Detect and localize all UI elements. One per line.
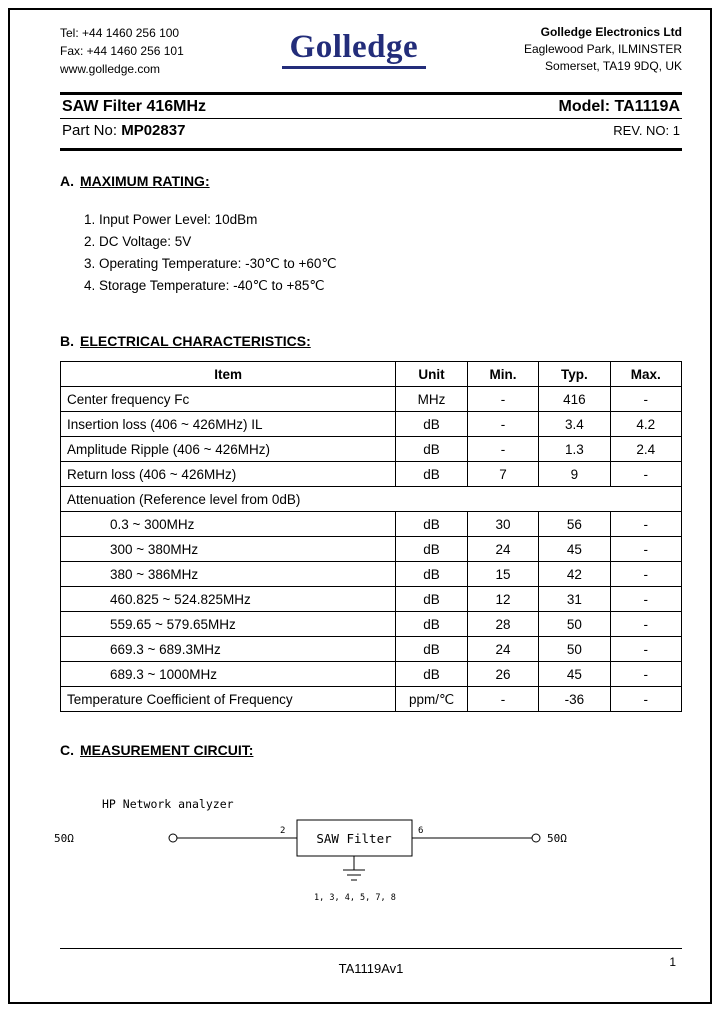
table-row: [61, 587, 682, 612]
table-cell-min: -: [467, 687, 538, 712]
section-c-prefix: C.: [60, 742, 74, 758]
rating-item: 3. Operating Temperature: -30℃ to +60℃: [84, 256, 337, 271]
section-b-heading: [60, 333, 682, 349]
footer-page-number: 1: [669, 955, 676, 969]
col-header-min: Min.: [467, 362, 538, 387]
table-cell-typ: -36: [539, 687, 610, 712]
table-cell-min: 30: [467, 512, 538, 537]
table-cell-typ: 45: [539, 537, 610, 562]
col-header-max: Max.: [610, 362, 681, 387]
model-number: Model: TA1119A: [558, 98, 680, 115]
table-cell-item: 689.3 ~ 1000MHz: [61, 662, 396, 687]
table-cell-unit: dB: [396, 462, 467, 487]
contact-tel: Tel: +44 1460 256 100: [60, 26, 180, 40]
table-cell-item: 300 ~ 380MHz: [61, 537, 396, 562]
table-cell-unit: MHz: [396, 387, 467, 412]
table-cell-typ: 9: [539, 462, 610, 487]
col-header-typ: Typ.: [539, 362, 610, 387]
table-cell-typ: 56: [539, 512, 610, 537]
col-header-unit: Unit: [396, 362, 467, 387]
section-a-prefix: A.: [60, 173, 74, 189]
table-cell-min: -: [467, 387, 538, 412]
table-cell-max: -: [610, 462, 681, 487]
spec-table-body: [61, 387, 682, 712]
table-row: [61, 662, 682, 687]
table-cell-min: 7: [467, 462, 538, 487]
table-row: [61, 612, 682, 637]
table-cell-min: 26: [467, 662, 538, 687]
input-pin-label: 2: [280, 826, 286, 836]
section-measurement-circuit: [54, 742, 682, 915]
footer-row: [60, 949, 682, 976]
table-cell-unit: dB: [396, 437, 467, 462]
table-cell-typ: 3.4: [539, 412, 610, 437]
table-cell-max: -: [610, 687, 681, 712]
table-cell-min: 24: [467, 637, 538, 662]
part-label: Part No:: [62, 122, 118, 139]
table-row: [61, 387, 682, 412]
table-cell-item: Temperature Coefficient of Frequency: [61, 687, 396, 712]
table-cell-max: -: [610, 637, 681, 662]
table-cell-group: Attenuation (Reference level from 0dB): [61, 487, 682, 512]
part-row: [60, 119, 682, 142]
page-content: [10, 10, 710, 915]
footer-doc-ref: TA1119Av1: [338, 961, 404, 976]
table-cell-max: -: [610, 562, 681, 587]
col-header-item: Item: [61, 362, 396, 387]
table-cell-max: -: [610, 387, 681, 412]
rating-item: 4. Storage Temperature: -40℃ to +85℃: [84, 278, 325, 293]
contact-block: [60, 24, 184, 78]
datasheet-page: [8, 8, 712, 1004]
table-cell-max: 4.2: [610, 412, 681, 437]
measurement-circuit-diagram: [52, 792, 682, 915]
table-cell-typ: 1.3: [539, 437, 610, 462]
title-row: [60, 95, 682, 118]
table-cell-item: 0.3 ~ 300MHz: [61, 512, 396, 537]
table-cell-item: Insertion loss (406 ~ 426MHz) IL: [61, 412, 396, 437]
table-cell-min: 15: [467, 562, 538, 587]
company-address-1: Eaglewood Park, ILMINSTER: [523, 42, 682, 56]
page-footer: [60, 948, 682, 976]
electrical-characteristics-table: [60, 361, 682, 712]
table-cell-unit: dB: [396, 612, 467, 637]
source-impedance-label: 50Ω: [54, 832, 74, 845]
logo-wordmark: Golledge: [282, 30, 427, 69]
section-a-heading: [60, 173, 682, 189]
table-cell-unit: dB: [396, 637, 467, 662]
table-cell-unit: dB: [396, 562, 467, 587]
table-cell-min: 12: [467, 587, 538, 612]
table-cell-max: -: [610, 612, 681, 637]
table-cell-item: 460.825 ~ 524.825MHz: [61, 587, 396, 612]
table-row: [61, 487, 682, 512]
maximum-rating-list: [84, 209, 682, 297]
table-cell-item: 559.65 ~ 579.65MHz: [61, 612, 396, 637]
table-cell-typ: 50: [539, 637, 610, 662]
table-cell-min: -: [467, 437, 538, 462]
divider-thick-bottom: [60, 148, 682, 151]
table-cell-item: 380 ~ 386MHz: [61, 562, 396, 587]
rating-item: 1. Input Power Level: 10dBm: [84, 212, 258, 227]
table-cell-item: 669.3 ~ 689.3MHz: [61, 637, 396, 662]
table-cell-unit: dB: [396, 537, 467, 562]
table-cell-typ: 42: [539, 562, 610, 587]
section-maximum-rating: [60, 173, 682, 297]
saw-filter-label: SAW Filter: [316, 831, 392, 846]
header: [60, 24, 682, 86]
table-cell-max: -: [610, 512, 681, 537]
table-cell-item: Return loss (406 ~ 426MHz): [61, 462, 396, 487]
table-header-row: [61, 362, 682, 387]
table-cell-max: -: [610, 587, 681, 612]
load-impedance-label: 50Ω: [547, 832, 567, 845]
circuit-svg: [52, 792, 672, 910]
table-row: [61, 462, 682, 487]
table-cell-unit: ppm/℃: [396, 687, 467, 712]
table-cell-typ: 416: [539, 387, 610, 412]
table-row: [61, 687, 682, 712]
table-cell-max: -: [610, 537, 681, 562]
table-cell-min: -: [467, 412, 538, 437]
table-cell-unit: dB: [396, 662, 467, 687]
rating-item: 2. DC Voltage: 5V: [84, 234, 192, 249]
part-number-line: [62, 122, 185, 139]
section-c-heading: [60, 742, 682, 758]
company-address-2: Somerset, TA19 9DQ, UK: [545, 59, 682, 73]
table-row: [61, 537, 682, 562]
section-electrical-characteristics: [60, 333, 682, 712]
table-cell-typ: 50: [539, 612, 610, 637]
company-name: Golledge Electronics Ltd: [540, 25, 682, 39]
section-b-prefix: B.: [60, 333, 74, 349]
contact-website: www.golledge.com: [60, 62, 161, 76]
part-number: MP02837: [121, 122, 186, 139]
table-cell-max: 2.4: [610, 437, 681, 462]
input-port-terminal: [169, 834, 177, 842]
section-b-title: ELECTRICAL CHARACTERISTICS:: [80, 333, 311, 349]
table-row: [61, 637, 682, 662]
table-cell-min: 24: [467, 537, 538, 562]
table-row: [61, 412, 682, 437]
table-cell-max: -: [610, 662, 681, 687]
output-pin-label: 6: [418, 826, 424, 836]
table-row: [61, 437, 682, 462]
ground-symbol: [343, 856, 365, 880]
table-row: [61, 562, 682, 587]
product-title: SAW Filter 416MHz: [62, 98, 207, 115]
table-cell-item: Amplitude Ripple (406 ~ 426MHz): [61, 437, 396, 462]
table-cell-unit: dB: [396, 412, 467, 437]
revision-number: REV. NO: 1: [613, 123, 680, 138]
table-cell-typ: 45: [539, 662, 610, 687]
table-row: [61, 512, 682, 537]
table-cell-item: Center frequency Fc: [61, 387, 396, 412]
table-cell-unit: dB: [396, 512, 467, 537]
table-cell-unit: dB: [396, 587, 467, 612]
company-block: [524, 24, 682, 75]
ground-pins-label: 1, 3, 4, 5, 7, 8: [314, 893, 396, 903]
table-cell-typ: 31: [539, 587, 610, 612]
section-c-title: MEASUREMENT CIRCUIT:: [80, 742, 254, 758]
golledge-logo: [282, 24, 427, 69]
section-a-title: MAXIMUM RATING:: [80, 173, 210, 189]
analyzer-label: HP Network analyzer: [102, 797, 234, 811]
table-cell-min: 28: [467, 612, 538, 637]
output-port-terminal: [532, 834, 540, 842]
contact-fax: Fax: +44 1460 256 101: [60, 44, 184, 58]
